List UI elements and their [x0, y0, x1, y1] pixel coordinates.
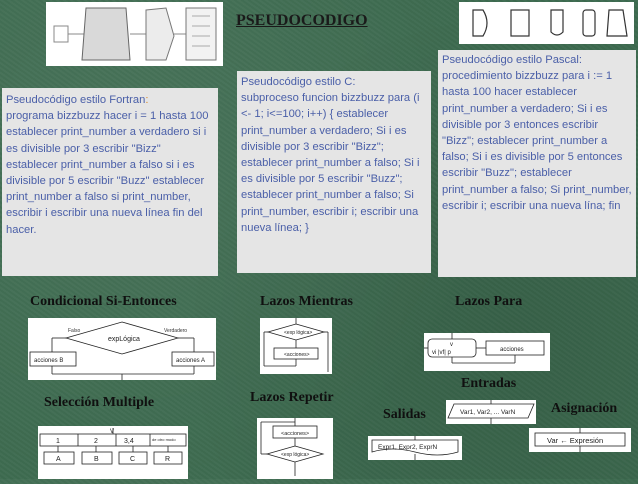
- sel-r-text: R: [165, 456, 171, 463]
- fortran-heading-colon: :: [145, 94, 149, 106]
- cond-falso-text: Falso: [68, 328, 81, 334]
- fortran-heading: Pseudocódigo estilo Fortran: [6, 94, 146, 106]
- repeat-exp-text: <exp lógica>: [281, 452, 310, 458]
- fortran-pseudocode-box: [2, 88, 218, 276]
- cond-acciones-a-text: acciones A: [176, 358, 206, 364]
- sel-v-text: V: [110, 429, 115, 435]
- cond-exp-text: expLógica: [108, 336, 140, 343]
- cond-verdadero-text: Verdadero: [164, 328, 188, 334]
- label-salidas: Salidas: [383, 407, 426, 422]
- input-diagram: [446, 400, 536, 424]
- assignment-diagram: [529, 428, 631, 452]
- pascal-heading: Pseudocódigo estilo Pascal:: [442, 54, 582, 66]
- sel-case-1-text: 1: [56, 438, 60, 445]
- sel-otro-text: de otro modo: [152, 437, 176, 442]
- for-range-text: vi |vf| p: [432, 350, 451, 356]
- output-exprs-text: Expr1, Expr2, ExprN: [378, 444, 438, 451]
- sel-case-34-text: 3,4: [124, 438, 134, 445]
- output-diagram: [368, 436, 462, 460]
- for-v-text: v: [450, 342, 453, 348]
- while-exp-text: <exp lógica>: [284, 330, 313, 336]
- assignment-text: Var ← Expresión: [547, 436, 604, 445]
- while-acciones-text: <acciones>: [284, 352, 310, 358]
- label-seleccion-multiple: Selección Multiple: [44, 395, 155, 410]
- sel-b-text: B: [94, 456, 99, 463]
- pascal-body: procedimiento bizzbuzz para i := 1 hasta 100 hacer establecer print_number a verdadero; Si i es divisible por 3 entonces escribir "Bizz"; establecer print_number a falso; Si i es divisible por 5 entonces escribir "Buzz"; establecer print_number a falso; Si print_number, escribir i; escribir una nueva lína; fin: [442, 70, 632, 212]
- repeat-loop-diagram: [257, 418, 333, 479]
- for-loop-diagram: [424, 333, 550, 371]
- label-asignacion: Asignación: [551, 401, 618, 416]
- for-acciones-text: acciones: [500, 347, 524, 353]
- sel-case-2-text: 2: [94, 438, 98, 445]
- sel-c-text: C: [130, 456, 136, 463]
- input-vars-text: Var1, Var2, ... VarN: [460, 409, 516, 416]
- cond-acciones-b-text: acciones B: [34, 358, 64, 364]
- repeat-acciones-text: <acciones>: [281, 431, 310, 437]
- flowchart-thumbnail-image: [46, 2, 223, 66]
- c-heading: Pseudocódigo estilo C:: [241, 76, 356, 88]
- page-title: PSEUDOCODIGO: [236, 12, 368, 29]
- c-body: subproceso funcion bizzbuzz para (i <- 1; i<=100; i++) { establecer print_number a verdadero; Si i es divisible por 3 escribir "Bizz"; establecer print_number a falso; Si i es divisible por 5 escribir "Buzz"; establecer print_number a falso; Si print_number, escribir i; escribir una nueva línea; }: [241, 92, 420, 234]
- label-lazos-para: Lazos Para: [455, 294, 523, 309]
- c-pseudocode-box: [237, 71, 431, 273]
- conditional-diagram: [28, 318, 216, 380]
- pascal-pseudocode-box: [438, 50, 636, 277]
- label-lazos-repetir: Lazos Repetir: [250, 390, 334, 405]
- sel-a-text: A: [56, 456, 61, 463]
- flowchart-shapes-image: [459, 2, 634, 44]
- multiple-selection-diagram: [38, 426, 188, 479]
- label-lazos-mientras: Lazos Mientras: [260, 294, 353, 309]
- label-condicional: Condicional Si-Entonces: [30, 294, 177, 309]
- fortran-body: programa bizzbuzz hacer i = 1 hasta 100 establecer print_number a verdadero si i es divisible por 3 escribir "Bizz" establecer print_number a falso si i es divisible por 5 escribir "Buzz" establecer print_number a falso si print_number, escribir i escribir una nueva línea fin del hacer.: [6, 110, 209, 236]
- while-loop-diagram: [260, 318, 332, 374]
- label-entradas: Entradas: [461, 376, 517, 391]
